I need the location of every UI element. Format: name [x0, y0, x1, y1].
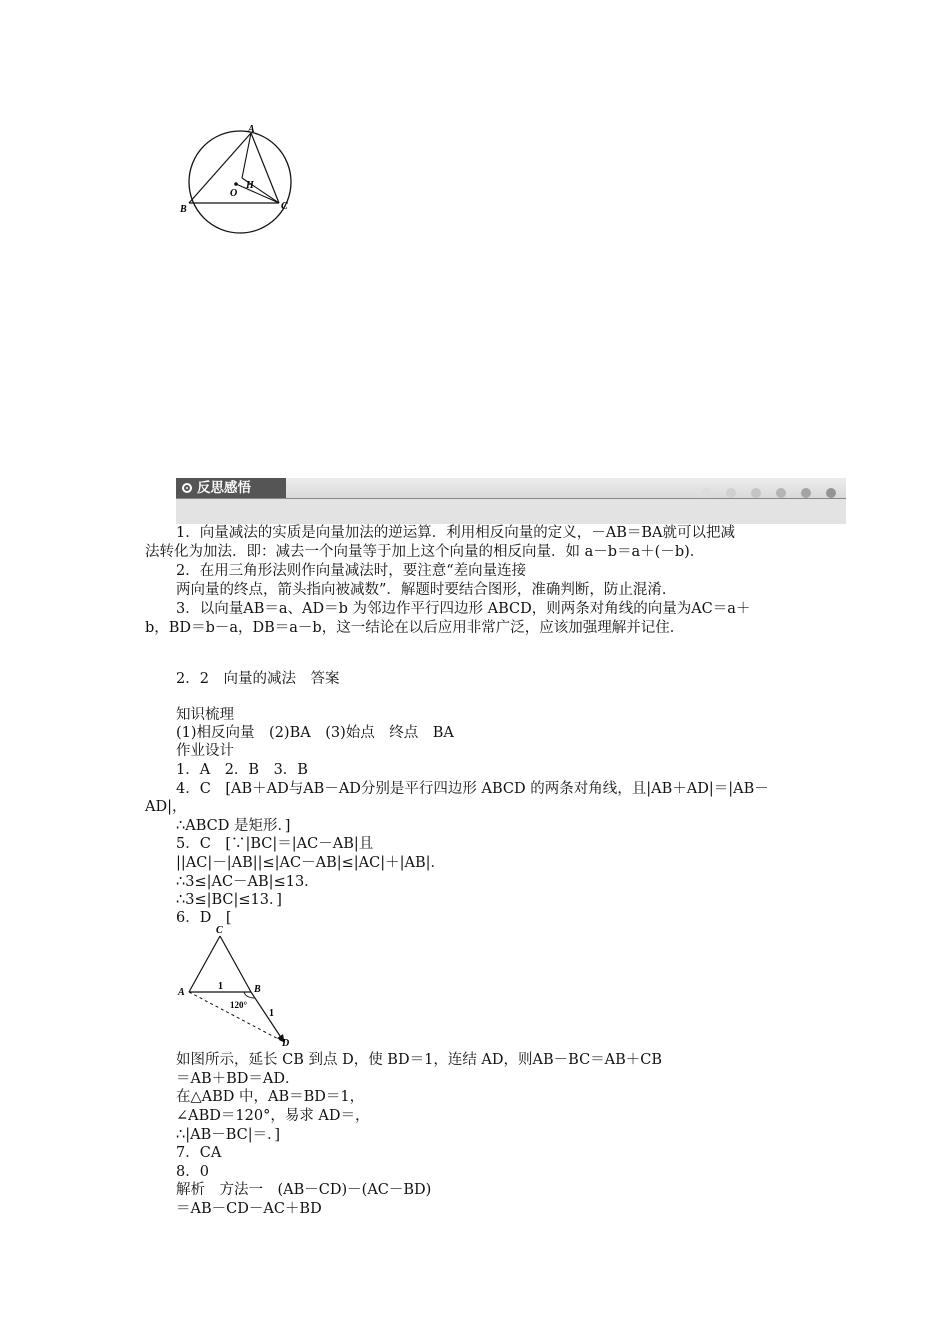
answer-line: 如图所示，延长 CB 到点 D，使 BD＝1，连结 AD，则AB－BC＝AB＋CB: [176, 1052, 663, 1068]
reflection-line: 两向量的终点，箭头指向被减数”．解题时要结合图形，准确判断，防止混淆．: [176, 582, 677, 598]
circle-figure: [176, 120, 306, 240]
label-c: C: [216, 925, 223, 936]
label-b: B: [254, 984, 261, 995]
answer-line: ∴ABCD 是矩形．]: [176, 818, 291, 834]
dot-icon: [776, 488, 786, 498]
answer-line: ＝AB－CD－AC＋BD: [176, 1201, 322, 1217]
side-cb: [220, 936, 251, 992]
label-c: C: [281, 201, 288, 212]
reflection-line: 2．在用三角形法则作向量减法时，要注意“差向量连接: [176, 563, 527, 579]
answer-line: ||AC|－|AB||≤|AC－AB|≤|AC|＋|AB|．: [176, 855, 446, 871]
label-d: D: [282, 1038, 290, 1047]
point-o: [234, 182, 238, 186]
triangle-figure: [172, 922, 302, 1047]
answer-line: ＝AB＋BD＝AD．: [176, 1071, 300, 1087]
dot-icon: [726, 488, 736, 498]
reflection-line: 1．向量减法的实质是向量加法的逆运算．利用相反向量的定义，－AB＝BA就可以把减: [176, 525, 735, 541]
answer-line: 5．C [∵|BC|＝|AC－AB|且: [176, 836, 374, 852]
label-a: A: [178, 987, 185, 998]
banner-dots: [691, 483, 836, 502]
answer-line: 8．0: [176, 1164, 209, 1180]
banner-bar: [176, 478, 846, 499]
answer-line: ∴3≤|BC|≤13．]: [176, 892, 282, 908]
answer-line: 作业设计: [176, 743, 234, 759]
answer-line: 7．CA: [176, 1145, 222, 1161]
reflection-line: 3．以向量AB＝a、AD＝b 为邻边作平行四边形 ABCD，则两条对角线的向量为AC＝a＋: [176, 601, 751, 617]
answer-line: ∴|AB－BC|＝．]: [176, 1127, 281, 1143]
label-o: O: [230, 188, 238, 199]
reflection-line: 法转化为加法．即：减去一个向量等于加上这个向量的相反向量．如 a－b＝a＋(－b)．: [145, 544, 705, 560]
reflection-banner: [176, 478, 846, 524]
side-bd: [251, 992, 284, 1042]
target-icon: [182, 483, 192, 493]
label-angle: 120°: [230, 1000, 248, 1010]
reflection-line: b，BD＝b－a，DB＝a－b，这一结论在以后应用非常广泛，应该加强理解并记住．: [145, 620, 685, 636]
answer-line: ∠ABD＝120°，易求 AD＝，: [176, 1108, 370, 1124]
dot-icon: [801, 488, 811, 498]
answer-line: 在△ABD 中，AB＝BD＝1，: [176, 1089, 365, 1105]
banner-title: 反思感悟: [197, 480, 251, 496]
side-ab: [189, 133, 251, 203]
banner-label: [176, 478, 286, 498]
answer-line: 4．C [AB＋AD与AB－AD分别是平行四边形 ABCD 的两条对角线，且|AB＋AD|＝|AB－: [176, 781, 769, 797]
line-ah: [242, 133, 251, 178]
dot-icon: [701, 488, 711, 498]
answer-line: (1)相反向量 (2)BA (3)始点 终点 BA: [176, 725, 454, 741]
answer-line: 6．D [: [176, 910, 232, 926]
answer-line: AD|，: [145, 799, 187, 815]
label-side-ab: 1: [218, 981, 223, 992]
dot-icon: [751, 488, 761, 498]
side-ac: [189, 936, 220, 992]
dot-icon: [826, 488, 836, 498]
answer-line: ∴3≤|AC－AB|≤13．: [176, 874, 319, 890]
label-b: B: [180, 204, 187, 215]
answer-line: 1．A 2．B 3．B: [176, 762, 308, 778]
answers-title: 2．2 向量的减法 答案: [176, 671, 340, 687]
answer-line: 知识梳理: [176, 707, 234, 723]
label-a: A: [248, 124, 255, 135]
answer-line: 解析 方法一 (AB－CD)－(AC－BD): [176, 1182, 432, 1198]
label-h: H: [246, 180, 254, 191]
label-side-bd: 1: [269, 1008, 274, 1019]
